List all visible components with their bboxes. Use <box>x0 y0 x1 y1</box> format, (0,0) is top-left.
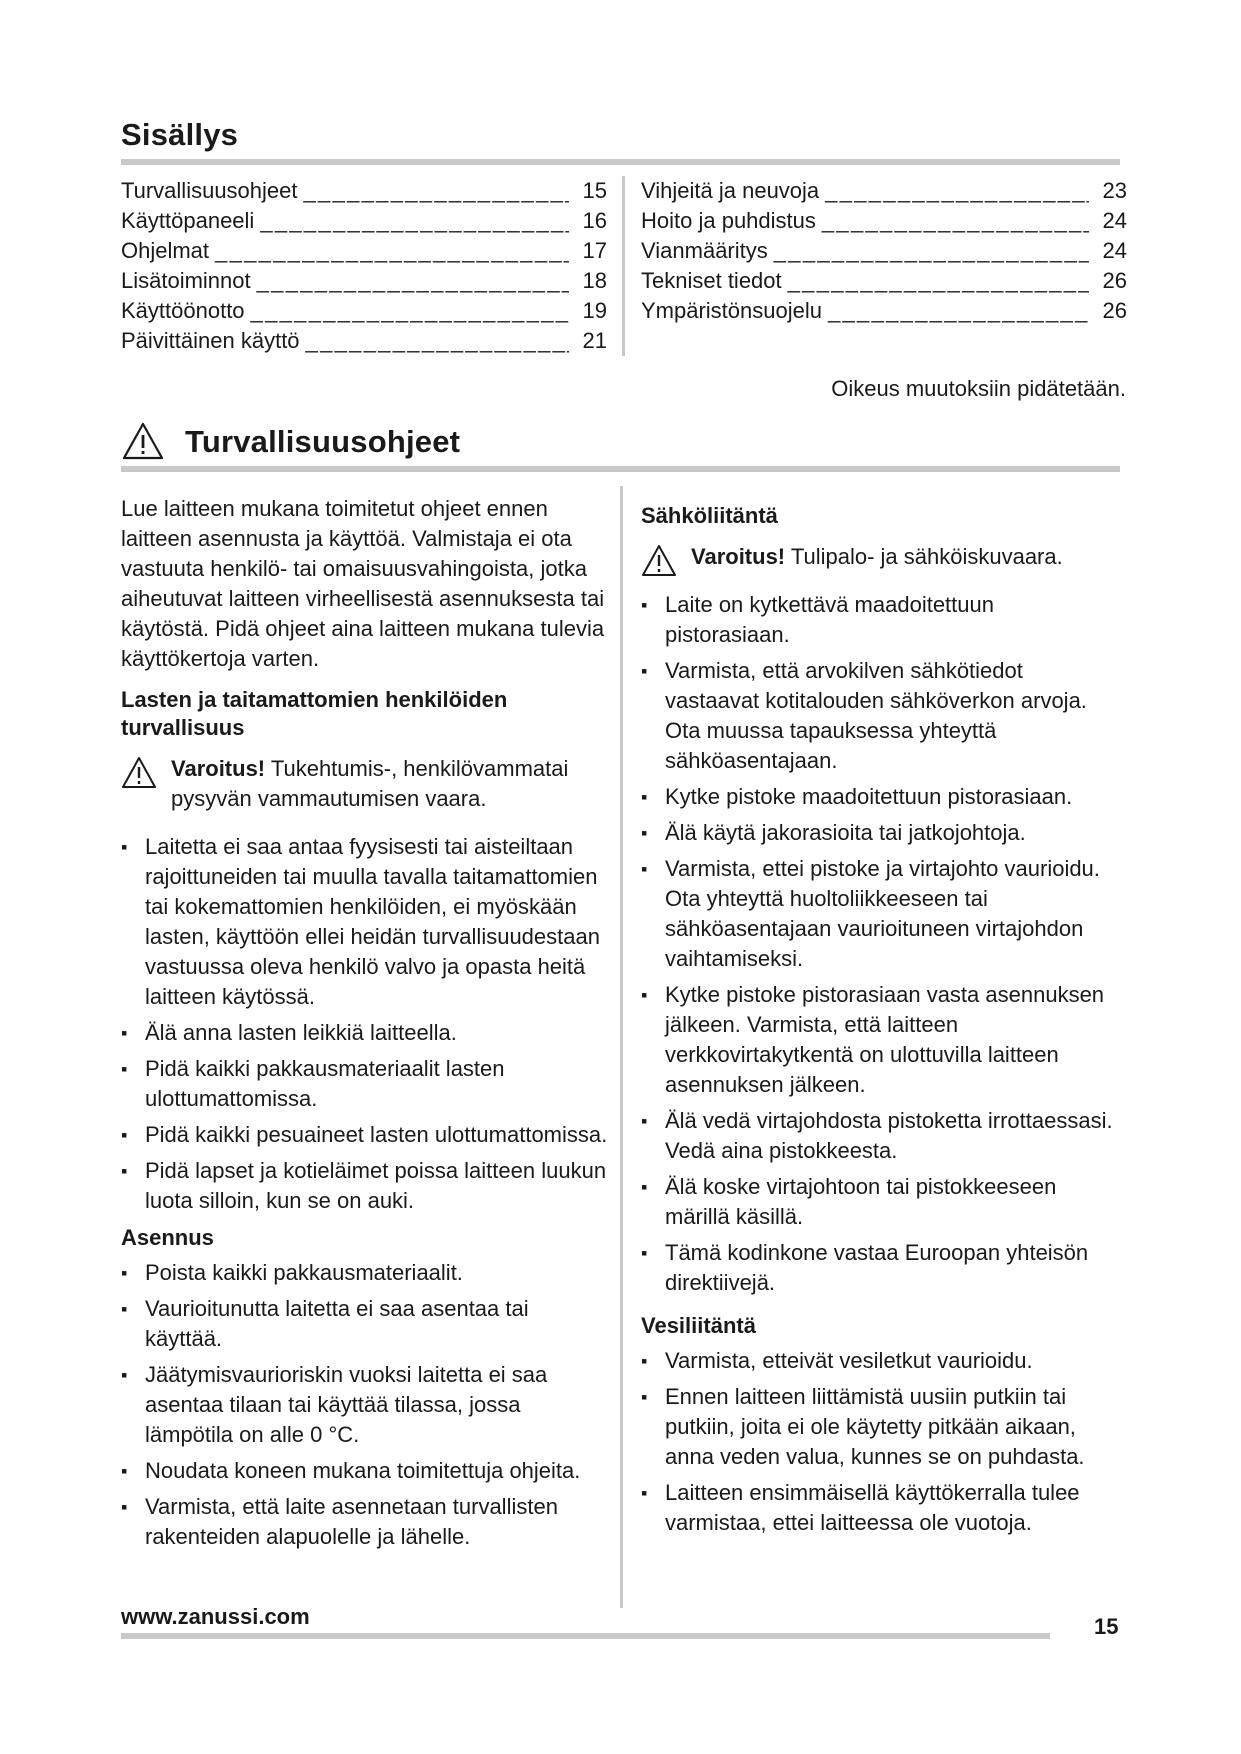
list-item: ▪ Kytke pistoke maadoitettuun pistorasiaan. <box>641 782 1121 812</box>
list-item: ▪ Varmista, että arvokilven sähkötiedot vastaavat kotitalouden sähköverkon arvoja. Ota muussa tapauksessa yhteyttä sähköasentajaan. <box>641 656 1121 776</box>
toc-divider <box>622 176 625 356</box>
installation-list <box>121 1258 611 1552</box>
warning-text: Tulipalo- ja sähköiskuvaara. <box>785 544 1063 569</box>
water-list <box>641 1346 1121 1538</box>
list-item: ▪ Varmista, etteivät vesiletkut vaurioidu. <box>641 1346 1121 1376</box>
list-item: ▪ Pidä lapset ja kotieläimet poissa laitteen luukun luota silloin, kun se on auki. <box>121 1156 611 1216</box>
column-divider <box>620 486 623 1608</box>
electrical-warning <box>641 542 1121 572</box>
footer-rule <box>121 1633 1050 1639</box>
toc-entry[interactable]: Vihjeitä ja neuvoja _____ 23 <box>641 176 1127 206</box>
toc-entry[interactable]: Ohjelmat _____ 17 <box>121 236 607 266</box>
footer-url-link[interactable]: www.zanussi.com <box>121 1604 310 1629</box>
list-item: ▪ Laitteen ensimmäisellä käyttökerralla tulee varmistaa, ettei laitteessa ole vuotoja. <box>641 1478 1121 1538</box>
toc-entry[interactable]: Päivittäinen käyttö _____ 21 <box>121 326 607 356</box>
warning-text: Tukehtumis-, henkilövammatai pysyvän vammautumisen vaara. <box>171 756 569 811</box>
safety-rule <box>121 466 1120 472</box>
list-item: ▪ Tämä kodinkone vastaa Euroopan yhteisön direktiivejä. <box>641 1238 1121 1298</box>
list-item: ▪ Älä anna lasten leikkiä laitteella. <box>121 1018 611 1048</box>
installation-heading: Asennus <box>121 1225 214 1250</box>
safety-intro: Lue laitteen mukana toimitetut ohjeet ennen laitteen asennusta ja käyttöä. Valmistaja ei ota vastuuta henkilö- tai omaisuusvahingoista, jotka aiheutuvat laitteen virheellisestä asennuksesta tai käytöstä. Pidä ohjeet aina laitteen mukana tulevia käyttökertoja varten. <box>121 496 605 671</box>
list-item: ▪ Älä koske virtajohtoon tai pistokkeeseen märillä käsillä. <box>641 1172 1121 1232</box>
list-item: ▪ Vaurioitunutta laitetta ei saa asentaa tai käyttää. <box>121 1294 611 1354</box>
toc-entry[interactable]: Käyttöönotto _____ 19 <box>121 296 607 326</box>
rights-note: Oikeus muutoksiin pidätetään. <box>831 376 1126 401</box>
list-item: ▪ Varmista, ettei pistoke ja virtajohto vaurioidu. Ota yhteyttä huoltoliikkeeseen tai sähköasentajaan vaurioituneen virtajohdon vaihtamiseksi. <box>641 854 1121 974</box>
children-safety-list <box>121 832 611 1216</box>
toc-entry[interactable]: Lisätoiminnot _____ 18 <box>121 266 607 296</box>
left-column <box>121 494 611 1558</box>
list-item: ▪ Ennen laitteen liittämistä uusiin putkiin tai putkiin, joita ei ole käytetty pitkään aikaan, anna veden valua, kunnes se on puhdasta. <box>641 1382 1121 1472</box>
list-item: ▪ Pidä kaikki pesuaineet lasten ulottumattomissa. <box>121 1120 611 1150</box>
list-item: ▪ Laite on kytkettävä maadoitettuun pistorasiaan. <box>641 590 1121 650</box>
warning-label: Varoitus! <box>691 544 786 569</box>
toc-entry[interactable]: Käyttöpaneeli _____ 16 <box>121 206 607 236</box>
contents-rule <box>121 159 1120 165</box>
warning-triangle-icon <box>121 421 165 461</box>
list-item: ▪ Jäätymisvaurioriskin vuoksi laitetta ei saa asentaa tilaan tai käyttää tilassa, jossa lämpötila on alle 0 °C. <box>121 1360 611 1450</box>
children-warning <box>121 754 611 814</box>
toc-entry[interactable]: Hoito ja puhdistus _____ 24 <box>641 206 1127 236</box>
children-safety-heading: Lasten ja taitamattomien henkilöiden turvallisuus <box>121 687 508 740</box>
toc-right-column <box>641 176 1127 326</box>
list-item: ▪ Noudata koneen mukana toimitettuja ohjeita. <box>121 1456 611 1486</box>
list-item: ▪ Älä käytä jakorasioita tai jatkojohtoja. <box>641 818 1121 848</box>
list-item: ▪ Poista kaikki pakkausmateriaalit. <box>121 1258 611 1288</box>
page-number: 15 <box>1094 1614 1119 1639</box>
list-item: ▪ Älä vedä virtajohdosta pistoketta irrottaessasi. Vedä aina pistokkeesta. <box>641 1106 1121 1166</box>
warning-label: Varoitus! <box>171 756 266 781</box>
warning-triangle-icon <box>121 756 157 790</box>
toc-entry[interactable]: Vianmääritys _____ 24 <box>641 236 1127 266</box>
list-item: ▪ Kytke pistoke pistorasiaan vasta asennuksen jälkeen. Varmista, että laitteen verkkovirtakytkentä on ulottuvilla laitteen asennuksen jälkeen. <box>641 980 1121 1100</box>
toc-entry[interactable]: Ympäristönsuojelu _____ 26 <box>641 296 1127 326</box>
list-item: ▪ Varmista, että laite asennetaan turvallisten rakenteiden alapuolelle ja lähelle. <box>121 1492 611 1552</box>
water-heading: Vesiliitäntä <box>641 1313 756 1338</box>
warning-triangle-icon <box>641 544 677 578</box>
safety-title: Turvallisuusohjeet <box>185 424 461 459</box>
list-item: ▪ Laitetta ei saa antaa fyysisesti tai aisteiltaan rajoittuneiden tai muulla tavalla taitamattomien tai kokemattomien henkilöiden, ei myöskään lasten, käyttöön ellei heidän turvallisuudestaan vastuussa oleva henkilö valvo ja opasta heitä laitteen käytössä. <box>121 832 611 1012</box>
contents-title: Sisällys <box>121 117 239 152</box>
electrical-heading: Sähköliitäntä <box>641 503 778 528</box>
toc-entry[interactable]: Tekniset tiedot _____ 26 <box>641 266 1127 296</box>
list-item: ▪ Pidä kaikki pakkausmateriaalit lasten ulottumattomissa. <box>121 1054 611 1114</box>
toc-left-column <box>121 176 607 356</box>
right-column <box>641 494 1121 1544</box>
electrical-list <box>641 590 1121 1298</box>
toc-entry[interactable]: Turvallisuusohjeet _____ 15 <box>121 176 607 206</box>
